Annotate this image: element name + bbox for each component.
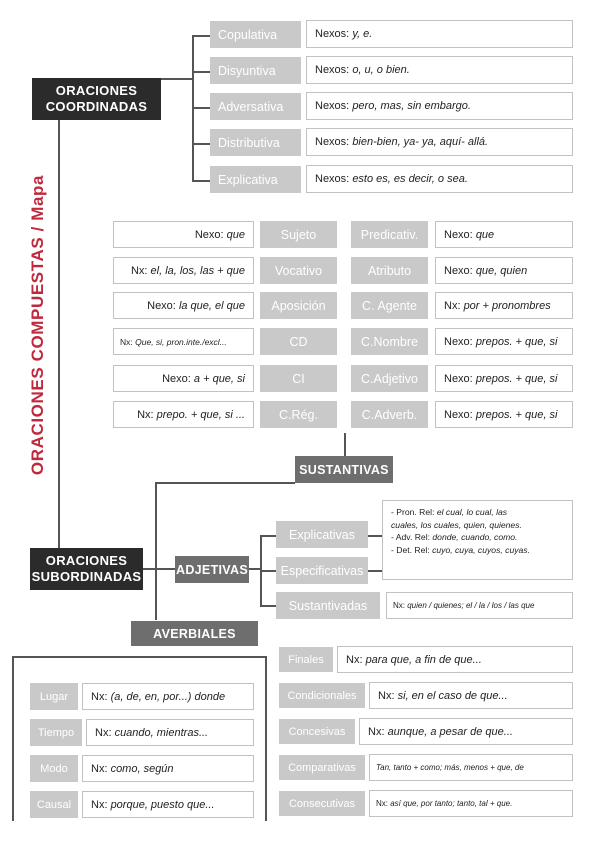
sustantiva-func-atributo: Atributo [351, 257, 428, 284]
sustantiva-nexo-ci: Nexo: a + que, si [113, 365, 254, 392]
sustantiva-nexo-cadjetivo: Nexo: prepos. + que, si [435, 365, 573, 392]
sustantiva-func-cadjetivo: C.Adjetivo [351, 365, 428, 392]
sustantiva-func-cd: CD [260, 328, 337, 355]
sustantiva-nexo-cd: Nx: Que, si, pron.inte./excl... [113, 328, 254, 355]
sustantiva-func-cnombre: C.Nombre [351, 328, 428, 355]
adverbial-type-condicionales: Condicionales [279, 683, 365, 708]
sustantiva-nexo-cadverb: Nexo: prepos. + que, si [435, 401, 573, 428]
map-title [28, 175, 48, 475]
adverbial-type-concesivas: Concesivas [279, 719, 355, 744]
adverbial-nexo-concesivas: Nx: aunque, a pesar de que... [359, 718, 573, 745]
coordinada-type-copulativa: Copulativa [210, 21, 301, 48]
adverbial-nexo-modo: Nx: como, según [82, 755, 254, 782]
adjetivas-sustantivadas-nexo: Nx: quien / quienes; el / la / los / las que [386, 592, 573, 619]
subordinadas-node [30, 548, 143, 590]
sustantiva-nexo-sujeto: Nexo: que [113, 221, 254, 248]
adverbial-nexo-causal: Nx: porque, puesto que... [82, 791, 254, 818]
adjetiva-type-explicativas: Explicativas [276, 521, 368, 548]
sustantiva-func-ci: CI [260, 365, 337, 392]
coordinada-type-disyuntiva: Disyuntiva [210, 57, 301, 84]
sustantiva-nexo-predicativo: Nexo: que [435, 221, 573, 248]
sustantivas-node [295, 456, 393, 483]
coordinada-nexo-disyuntiva: Nexos: o, u, o bien. [306, 56, 573, 84]
sustantiva-func-agente: C. Agente [351, 292, 428, 319]
coordinada-type-explicativa: Explicativa [210, 166, 301, 193]
subordinadas-label: ORACIONES SUBORDINADAS [31, 553, 142, 584]
adverbial-nexo-lugar: Nx: (a, de, en, por...) donde [82, 683, 254, 710]
coordinada-nexo-adversativa: Nexos: pero, mas, sin embargo. [306, 92, 573, 120]
coordinada-nexo-copulativa: Nexos: y, e. [306, 20, 573, 48]
coordinada-type-distributiva: Distributiva [210, 129, 301, 156]
sustantiva-func-predicativo: Predicativ. [351, 221, 428, 248]
sustantiva-func-aposicion: Aposición [260, 292, 337, 319]
adverbial-type-tiempo: Tiempo [30, 719, 82, 746]
adverbial-type-causal: Causal [30, 791, 78, 818]
adjetiva-type-sustantivadas: Sustantivadas [276, 592, 380, 619]
sustantiva-func-vocativo: Vocativo [260, 257, 337, 284]
sustantivas-label: SUSTANTIVAS [299, 462, 389, 477]
coordinadas-node [32, 78, 161, 120]
adjetiva-type-especificativas: Especificativas [276, 557, 368, 584]
coordinadas-label: ORACIONES COORDINADAS [45, 83, 148, 114]
sustantiva-nexo-cnombre: Nexo: prepos. + que, si [435, 328, 573, 355]
sustantiva-nexo-atributo: Nexo: que, quien [435, 257, 573, 284]
adverbial-type-comparativas: Comparativas [279, 755, 365, 780]
sustantiva-nexo-creg: Nx: prepo. + que, si ... [113, 401, 254, 428]
sustantiva-nexo-agente: Nx: por + pronombres [435, 292, 573, 319]
adverbiales-label: AVERBIALES [153, 626, 236, 641]
adjetivas-info-box: - Pron. Rel: el cual, lo cual, las cuales, los cuales, quien, quienes. - Adv. Rel: donde, cuando, como. - Det. Rel: cuyo, cuya, cuyos, cuyas. [382, 500, 573, 580]
adverbiales-node [131, 621, 258, 646]
sustantiva-nexo-vocativo: Nx: el, la, los, las + que [113, 257, 254, 284]
sustantiva-func-cadverb: C.Adverb. [351, 401, 428, 428]
adjetivas-label: ADJETIVAS [176, 562, 248, 577]
adjetivas-node [175, 556, 249, 583]
coordinada-nexo-explicativa: Nexos: esto es, es decir, o sea. [306, 165, 573, 193]
adverbial-type-consecutivas: Consecutivas [279, 791, 365, 816]
sustantiva-func-creg: C.Rég. [260, 401, 337, 428]
adverbial-nexo-comparativas: Tan, tanto + como; más, menos + que, de [369, 754, 573, 781]
coordinada-type-adversativa: Adversativa [210, 93, 301, 120]
sustantiva-nexo-aposicion: Nexo: la que, el que [113, 292, 254, 319]
adverbial-nexo-finales: Nx: para que, a fin de que... [337, 646, 573, 673]
adverbial-nexo-consecutivas: Nx: así que, por tanto; tanto, tal + que. [369, 790, 573, 817]
sustantiva-func-sujeto: Sujeto [260, 221, 337, 248]
adverbial-type-lugar: Lugar [30, 683, 78, 710]
adverbial-type-modo: Modo [30, 755, 78, 782]
adverbial-type-finales: Finales [279, 647, 333, 672]
coordinada-nexo-distributiva: Nexos: bien-bien, ya- ya, aquí- allá. [306, 128, 573, 156]
adverbial-nexo-tiempo: Nx: cuando, mientras... [86, 719, 254, 746]
map-title-text: ORACIONES COMPUESTAS / Mapa [28, 174, 47, 476]
adverbial-nexo-condicionales: Nx: si, en el caso de que... [369, 682, 573, 709]
